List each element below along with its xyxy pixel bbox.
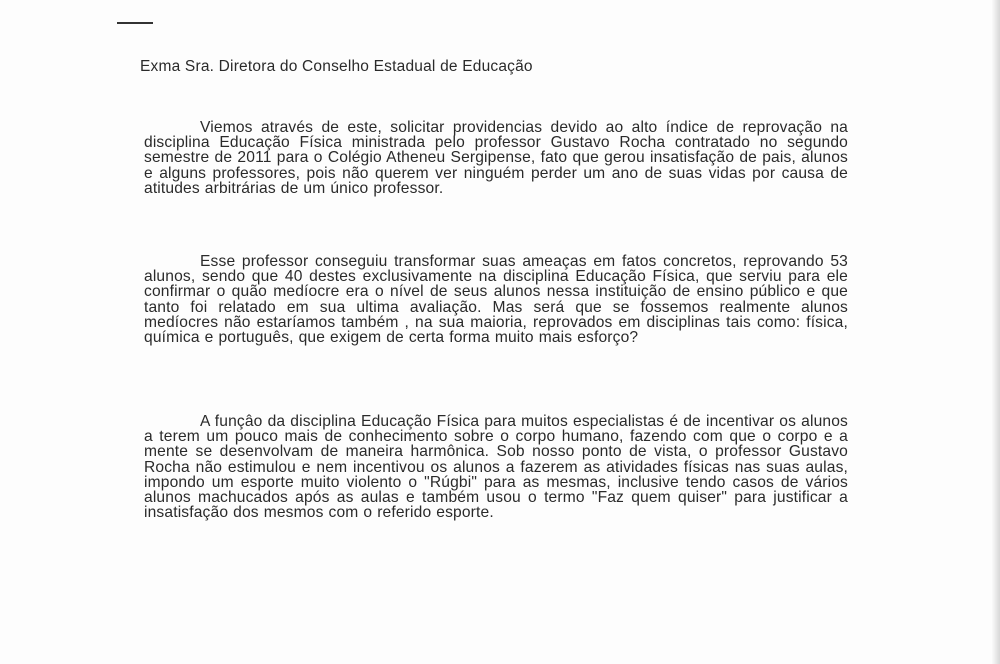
paragraph-1: Viemos através de este, solicitar providencias devido ao alto índice de reprovação na disciplina Educação Física ministrada pelo professor Gustavo Rocha contratado no segundo semestre de 2011 para o Colégio Atheneu Sergipense, fato que gerou insatisfação de pais, alunos e alguns professores, pois não querem ver ninguém perder um ano de suas vidas por causa de atitudes arbitrárias de um único professor. [144,119,848,197]
top-horizontal-rule [117,22,153,24]
paragraph-3: A funçâo da disciplina Educação Física para muitos especialistas é de incentivar os alunos a terem um pouco mais de conhecimento sobre o corpo humano, fazendo com que o corpo e a mente se desenvolvam de maneira harmônica. Sob nosso ponto de vista, o professor Gustavo Rocha não estimulou e nem incentivou os alunos a fazerem as atividades físicas nas suas aulas, impondo um esporte muito violento o "Rúgbi" para as mesmas, inclusive tendo casos de vários alunos machucados após as aulas e também usou o termo "Faz quem quiser" para justificar a insatisfação dos mesmos com o referido esporte. [144,413,848,522]
paragraph-2: Esse professor conseguiu transformar suas ameaças em fatos concretos, reprovando 53 alunos, sendo que 40 destes exclusivamente na disciplina Educação Física, que serviu para ele confirmar o quão medíocre era o nível de seus alunos nessa instituição de ensino público e que tanto foi relatado em sua ultima avaliação. Mas será que se fossemos realmente alunos medíocres não estaríamos também , na sua maioria, reprovados em disciplinas tais como: física, química e português, que exigem de certa forma muito mais esforço? [144,253,848,347]
salutation-line: Exma Sra. Diretora do Conselho Estadual de Educação [140,58,533,75]
scan-edge-shadow [992,0,1000,664]
